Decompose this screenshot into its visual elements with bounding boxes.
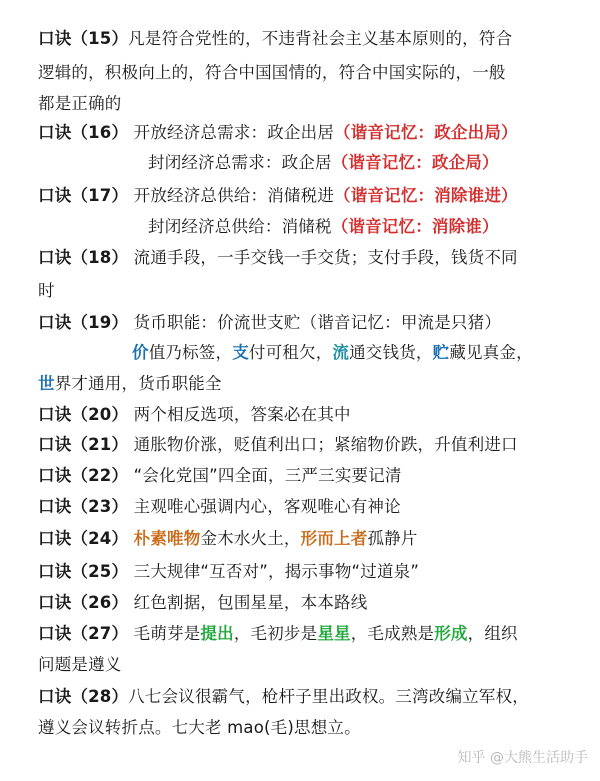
rule-label: 口诀（25） (38, 562, 129, 581)
row-20: 口诀（20） 两个相反选项，答案必在其中 (38, 405, 351, 424)
rule-label: 口诀（22） (38, 466, 129, 485)
row-23: 口诀（23） 主观唯心强调内心，客观唯心有神论 (38, 497, 401, 516)
rule-label: 口诀（26） (38, 593, 129, 612)
rule-label: 口诀（28） (38, 687, 129, 706)
rule-label: 口诀（24） (38, 529, 129, 548)
row-18-cont: 时 (38, 281, 55, 300)
rule-label: 口诀（27） (38, 624, 129, 643)
row-26: 口诀（26） 红色割据，包围星星，本本路线 (38, 593, 368, 612)
rule-label: 口诀（16） (38, 123, 129, 142)
row-24: 口诀（24） 朴素唯物金木水火土，形而上者孤静片 (38, 529, 418, 548)
row-19-cont1: 价值乃标签，支付可租欠，流通交钱货，贮藏见真金， (132, 343, 533, 362)
row-16-cont: 封闭经济总需求：政企居（谐音记忆：政企局） (148, 153, 499, 172)
row-27-cont: 问题是遵义 (38, 655, 122, 674)
row-15-cont1: 逻辑的，积极向上的，符合中国国情的，符合中国实际的，一般 (38, 63, 506, 82)
row-27: 口诀（27） 毛萌芽是提出，毛初步是星星，毛成熟是形成，组织 (38, 624, 518, 643)
rule-label: 口诀（20） (38, 405, 129, 424)
rule-label: 口诀（15） (38, 29, 129, 48)
row-17: 口诀（17） 开放经济总供给：消储税进（谐音记忆：消除谁进） (38, 186, 518, 205)
watermark: 知乎 @大熊生活助手 (457, 750, 588, 766)
row-25: 口诀（25） 三大规律“互否对”，揭示事物“过道泉” (38, 562, 420, 581)
row-22: 口诀（22） “会化党国”四全面，三严三实要记清 (38, 466, 402, 485)
row-15: 口诀（15）凡是符合党性的，不违背社会主义基本原则的，符合 (38, 29, 513, 48)
row-18: 口诀（18） 流通手段，一手交钱一手交货；支付手段，钱货不同 (38, 248, 518, 267)
rule-label: 口诀（19） (38, 313, 129, 332)
rule-label: 口诀（18） (38, 248, 129, 267)
row-15-cont2: 都是正确的 (38, 94, 122, 113)
rule-label: 口诀（23） (38, 497, 129, 516)
row-21: 口诀（21） 通胀物价涨，贬值利出口；紧缩物价跌，升值利进口 (38, 435, 518, 454)
row-19: 口诀（19） 货币职能：价流世支贮（谐音记忆：甲流是只猪） (38, 313, 502, 332)
row-16: 口诀（16） 开放经济总需求：政企出居（谐音记忆：政企出局） (38, 123, 518, 142)
row-19-cont2: 世界才通用，货币职能全 (38, 374, 222, 393)
rule-label: 口诀（17） (38, 186, 129, 205)
row-28-cont: 遵义会议转折点。七大老 mao(毛)思想立。 (38, 718, 361, 737)
row-28: 口诀（28）八七会议很霸气，枪杆子里出政权。三湾改编立军权， (38, 687, 529, 706)
row-17-cont: 封闭经济总供给：消储税（谐音记忆：消除谁） (148, 217, 499, 236)
rule-label: 口诀（21） (38, 435, 129, 454)
